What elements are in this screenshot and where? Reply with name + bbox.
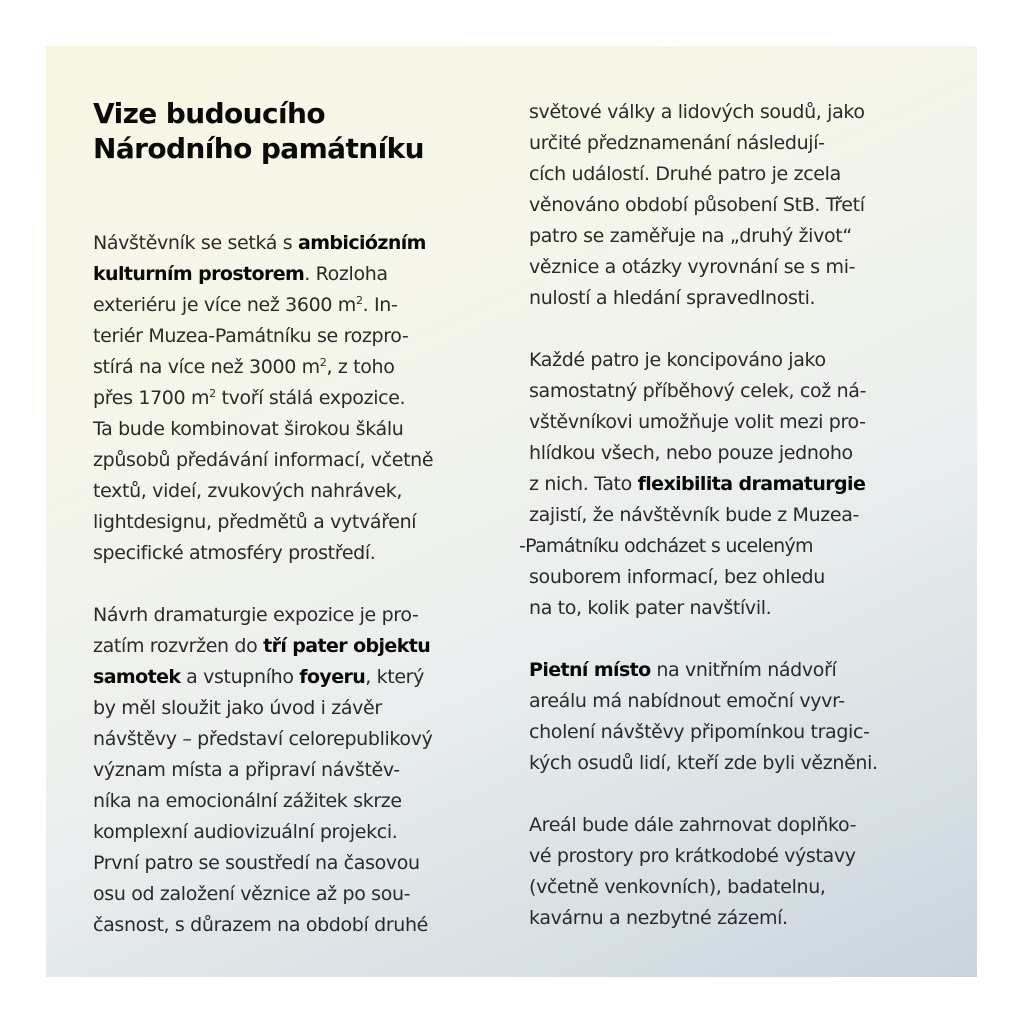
text-span: přes 1700 m — [93, 387, 210, 409]
text-span: na vnitřním nádvoří — [650, 659, 837, 681]
text-line: lightdesignu, předmětů a vytváření — [93, 511, 417, 533]
text-line: na to, kolik pater navštívil. — [529, 597, 772, 619]
text-line: zajistí, že návštěvník bude z Muzea- — [529, 504, 860, 526]
text-line: souborem informací, bez ohledu — [529, 566, 825, 588]
text-line: cholení návštěvy připomínkou tragic- — [529, 721, 870, 743]
text-line: patro se zaměřuje na „druhý život“ — [529, 225, 852, 247]
text-line: komplexní audiovizuální projekci. — [93, 821, 398, 843]
paragraph-memorial — [529, 655, 939, 779]
text-line: textů, videí, zvukových nahrávek, — [93, 480, 403, 502]
text-line: návštěvy – představí celorepublikový — [93, 728, 433, 750]
paragraph-gap — [529, 314, 939, 345]
text-line: Návrh dramaturgie expozice je pro- — [93, 604, 419, 626]
text-span: stírá na více než 3000 m — [93, 356, 320, 378]
superscript: 2 — [319, 356, 327, 369]
right-column — [519, 97, 939, 934]
text-span: . Rozloha — [304, 263, 388, 285]
text-line: Každé patro je koncipováno jako — [529, 349, 826, 371]
text-line: kých osudů lidí, kteří zde byli vězněni. — [529, 752, 878, 774]
text-line — [93, 228, 493, 259]
text-line: světové války a lidových soudů, jako — [529, 101, 865, 123]
paragraph-gap — [529, 624, 939, 655]
text-line: věznice a otázky vyrovnání se s mi- — [529, 256, 856, 278]
text-line: Ta bude kombinovat širokou škálu — [93, 418, 404, 440]
title-line-2: Národního památníku — [93, 132, 424, 165]
highlight-text: tří pater objektu — [263, 635, 431, 657]
text-span: zatím rozvržen do — [93, 635, 264, 657]
paragraph-intro — [93, 228, 493, 569]
text-line: teriér Muzea-Památníku se rozpro- — [93, 325, 409, 347]
text-line: Areál bude dále zahrnovat doplňko- — [529, 814, 857, 836]
superscript: 2 — [355, 294, 363, 307]
text-line: osu od založení věznice až po sou- — [93, 883, 411, 905]
text-line — [93, 259, 493, 290]
text-line: způsobů předávání informací, včetně — [93, 449, 434, 471]
text-line: První patro se soustředí na časovou — [93, 852, 420, 874]
text-line: by měl sloužit jako úvod i závěr — [93, 697, 382, 719]
text-line: specifické atmosféry prostředí. — [93, 542, 376, 564]
text-line: nulostí a hledání spravedlnosti. — [529, 287, 816, 309]
text-line: význam místa a připraví návštěv- — [93, 759, 400, 781]
paragraph-gap — [93, 569, 493, 600]
text-line — [93, 383, 493, 414]
article-panel — [46, 46, 977, 977]
highlight-text: flexibilita dramaturgie — [637, 473, 866, 495]
paragraph-facilities — [529, 810, 939, 934]
text-line — [93, 290, 493, 321]
text-line: kavárnu a nezbytné zázemí. — [529, 907, 788, 929]
text-span: tvoří stálá expozice. — [215, 387, 406, 409]
text-line: hlídkou všech, nebo pouze jednoho — [529, 442, 853, 464]
text-span: Návštěvník se setká s — [93, 232, 299, 254]
highlight-text: kulturním prostorem — [93, 263, 305, 285]
text-span: z nich. Tato — [529, 473, 638, 495]
text-line: věnováno období působení StB. Třetí — [529, 194, 865, 216]
text-line: -Památníku odcházet s uceleným — [519, 535, 813, 557]
paragraph-gap — [529, 779, 939, 810]
paragraph-dramaturgy — [93, 600, 493, 941]
text-span: exteriéru je více než 3600 m — [93, 294, 356, 316]
superscript: 2 — [209, 387, 216, 400]
text-span: a vstupního — [180, 666, 300, 688]
highlight-text: ambiciózním — [298, 232, 426, 254]
text-span: , který — [365, 666, 425, 688]
text-line: vé prostory pro krátkodobé výstavy — [529, 845, 856, 867]
text-line: určité předznamenání následují- — [529, 132, 825, 154]
highlight-text: foyeru — [299, 666, 366, 688]
text-line: níka na emocionální zážitek skrze — [93, 790, 402, 812]
text-span: , z toho — [326, 356, 395, 378]
highlight-text: samotek — [93, 666, 181, 688]
page-title — [93, 96, 424, 166]
text-line: areálu má nabídnout emoční vyvr- — [529, 690, 845, 712]
text-line: časnost, s důrazem na období druhé — [93, 914, 429, 936]
text-line: vštěvníkovi umožňuje volit mezi pro- — [529, 411, 866, 433]
text-line: (včetně venkovních), badatelnu, — [529, 876, 826, 898]
text-line — [93, 662, 493, 693]
text-line — [93, 631, 493, 662]
highlight-text: Pietní místo — [529, 659, 651, 681]
text-span: . In- — [362, 294, 398, 316]
text-line: samostatný příběhový celek, což ná- — [529, 380, 867, 402]
text-line — [529, 469, 939, 500]
text-line: cích událostí. Druhé patro je zcela — [529, 163, 841, 185]
text-line — [529, 655, 939, 686]
text-line — [93, 352, 493, 383]
title-line-1: Vize budoucího — [93, 97, 325, 130]
left-column — [93, 228, 493, 941]
paragraph-flexibility — [519, 345, 939, 624]
paragraph-floors — [529, 97, 939, 314]
